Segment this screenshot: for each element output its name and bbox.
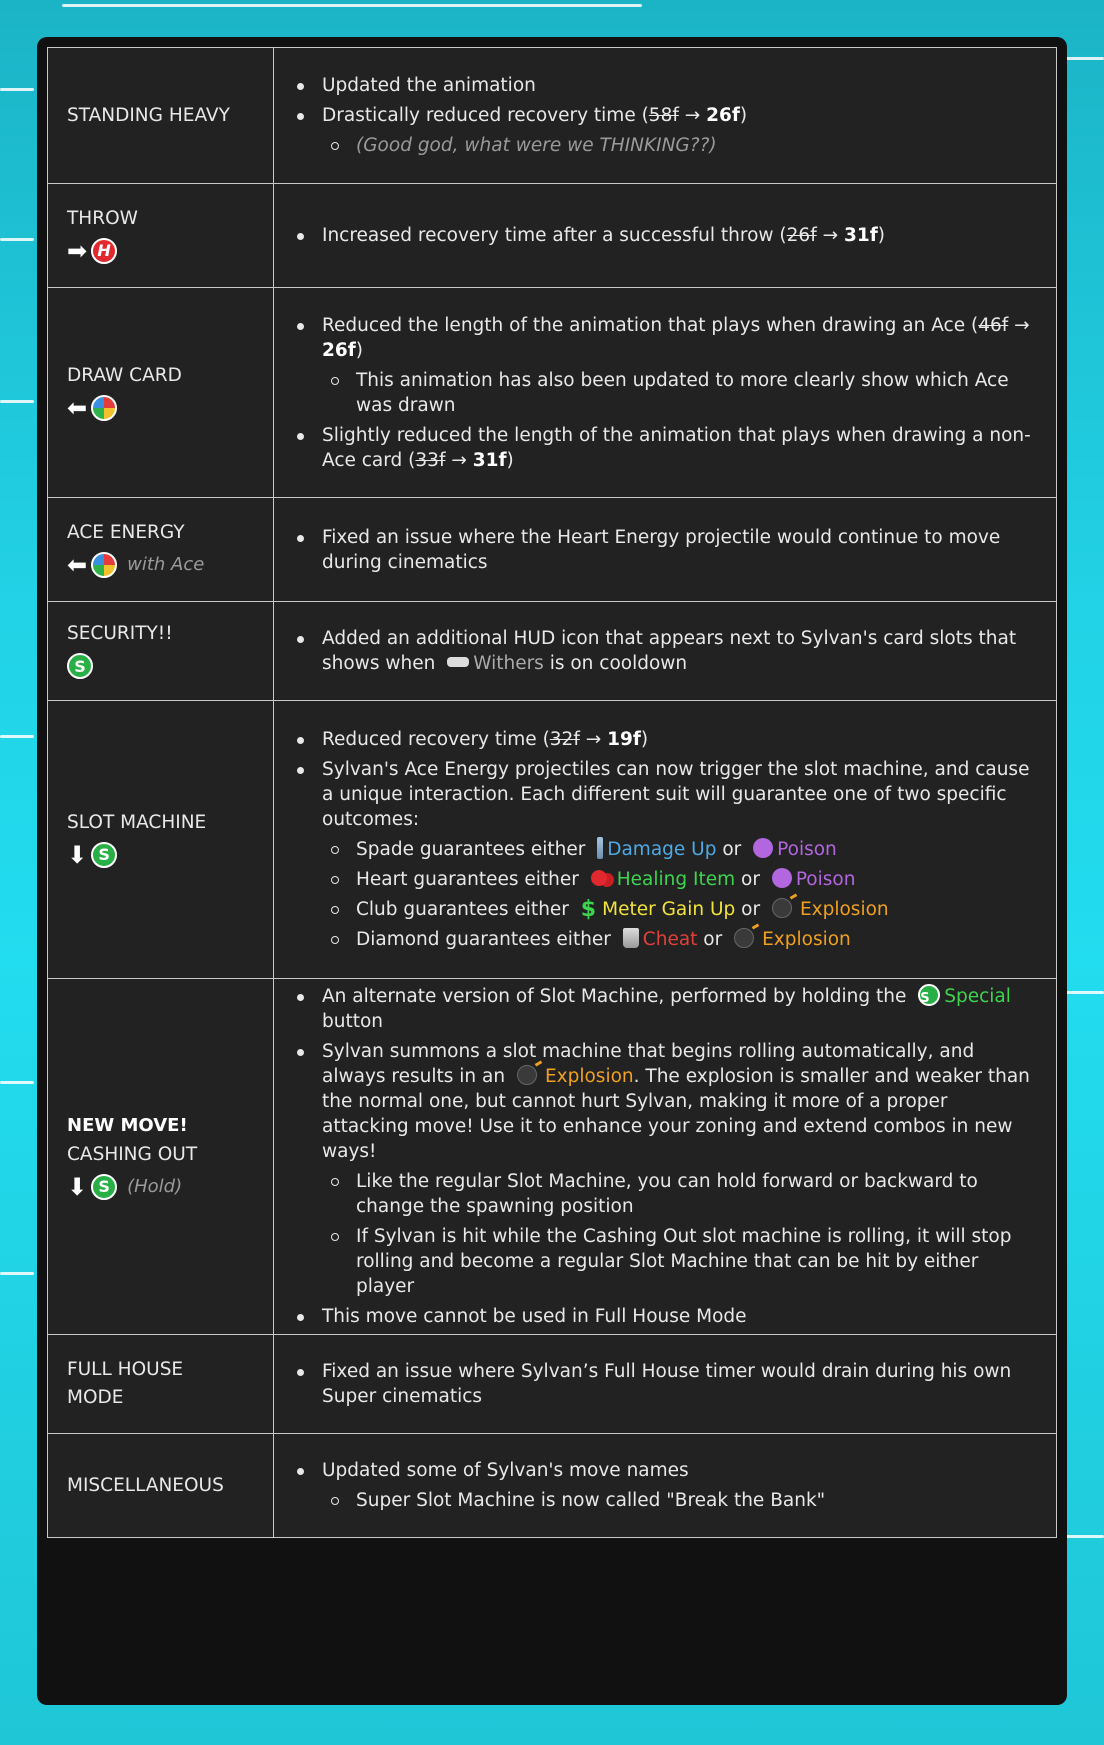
list-item: Diamond guarantees either Cheat or Explosion (322, 927, 1038, 952)
special-button-icon: S (918, 984, 940, 1006)
special-button-icon: S (91, 842, 117, 868)
punch-button-icon (91, 552, 117, 578)
input-notation (67, 235, 273, 267)
forward-arrow-icon: ➡ (67, 236, 88, 265)
list-item: Heart guarantees either Healing Item or Poison (322, 867, 1038, 892)
move-name: MISCELLANEOUS (67, 1474, 224, 1496)
list-item: Updated the animation (294, 73, 1038, 98)
input-notation (67, 839, 273, 871)
list-item: Sylvan summons a slot machine that begins rolling automatically, and always results in an Explosion. The explosion is smaller and weaker than the normal one, but cannot hurt Sylvan, making it more of a proper attacking move! Use it to enhance your zoning and extend combos in new ways! Like the regular Slot Machine, you can hold forward or backward to change the spawning position If Sylvan is hit while the Cashing Out slot machine is rolling, it will stop rolling and become a regular Slot Machine that can be hit by either player (294, 1039, 1038, 1299)
background-streak (0, 1081, 34, 1084)
move-cell (48, 1335, 274, 1434)
down-arrow-icon: ⬇ (67, 1172, 88, 1201)
patch-notes-table (47, 47, 1057, 1538)
dollar-icon: $ (580, 897, 597, 923)
notes-cell (274, 1434, 1057, 1538)
move-name: STANDING HEAVY (67, 104, 230, 126)
list-item: (Good god, what were we THINKING??) (322, 133, 1038, 158)
list-item: Spade guarantees either Damage Up or Poison (322, 837, 1038, 862)
notes-cell (274, 48, 1057, 184)
withers-icon (447, 657, 469, 667)
notes-cell (274, 1335, 1057, 1434)
input-modifier: (Hold) (127, 1176, 183, 1197)
bomb-icon (734, 928, 754, 948)
bomb-icon (517, 1065, 537, 1085)
down-arrow-icon: ⬇ (67, 840, 88, 869)
list-item: If Sylvan is hit while the Cashing Out slot machine is rolling, it will stop rolling and become a regular Slot Machine that can be hit by either player (322, 1224, 1038, 1299)
skull-icon (753, 838, 773, 858)
table-row (48, 1434, 1057, 1538)
list-item: Reduced the length of the animation that plays when drawing an Ace (46f → 26f) This animation has also been updated to more clearly show which Ace was drawn (294, 313, 1038, 418)
background-streak (0, 735, 34, 738)
input-notation (67, 392, 273, 424)
move-cell (48, 979, 274, 1335)
notes-cell (274, 701, 1057, 979)
move-cell (48, 1434, 274, 1538)
move-cell (48, 701, 274, 979)
notes-cell (274, 288, 1057, 498)
list-item: Super Slot Machine is now called "Break the Bank" (322, 1488, 1038, 1513)
punch-button-icon (91, 395, 117, 421)
list-item: Slightly reduced the length of the animation that plays when drawing a non-Ace card (33f → 31f) (294, 423, 1038, 473)
table-row (48, 498, 1057, 602)
back-arrow-icon: ⬅ (67, 550, 88, 579)
move-cell (48, 48, 274, 184)
move-name: FULL HOUSE MODE (67, 1359, 184, 1408)
list-item: Drastically reduced recovery time (58f → 26f) (Good god, what were we THINKING??) (294, 103, 1038, 158)
move-name: SECURITY!! (67, 623, 173, 644)
move-name: ACE ENERGY (67, 521, 185, 543)
input-modifier: with Ace (127, 554, 205, 575)
list-item: Increased recovery time after a successful throw (26f → 31f) (294, 223, 1038, 248)
move-cell (48, 184, 274, 288)
list-item: An alternate version of Slot Machine, performed by holding the S Special button (294, 984, 1038, 1034)
list-item: Added an additional HUD icon that appears next to Sylvan's card slots that shows when Withers is on cooldown (294, 626, 1038, 676)
list-item: Updated some of Sylvan's move names Super Slot Machine is now called "Break the Bank" (294, 1458, 1038, 1513)
table-row (48, 979, 1057, 1335)
table-row (48, 184, 1057, 288)
cherry-icon (591, 870, 607, 886)
table-row (48, 288, 1057, 498)
list-item: This animation has also been updated to more clearly show which Ace was drawn (322, 368, 1038, 418)
notes-cell (274, 498, 1057, 602)
table-row (48, 48, 1057, 184)
list-item: Fixed an issue where Sylvan’s Full House timer would drain during his own Super cinematics (294, 1359, 1038, 1409)
notes-cell (274, 979, 1057, 1335)
move-cell (48, 498, 274, 602)
background-streak (0, 88, 34, 91)
move-name: SLOT MACHINE (67, 811, 207, 833)
move-cell (48, 602, 274, 701)
background-streak (0, 238, 34, 241)
background-streak (0, 400, 34, 403)
bomb-icon (772, 898, 792, 918)
background-streak (62, 4, 642, 7)
move-name: THROW (67, 207, 138, 229)
heavy-button-icon: H (91, 238, 117, 264)
list-item: Fixed an issue where the Heart Energy projectile would continue to move during cinematics (294, 525, 1038, 575)
input-notation (67, 650, 273, 682)
sword-icon (597, 837, 603, 859)
background-streak (0, 1272, 34, 1275)
table-row (48, 602, 1057, 701)
list-item: This move cannot be used in Full House Mode (294, 1304, 1038, 1329)
special-button-icon: S (67, 653, 93, 679)
move-cell (48, 288, 274, 498)
list-item: Club guarantees either $ Meter Gain Up or Explosion (322, 897, 1038, 923)
notes-cell (274, 184, 1057, 288)
notes-cell (274, 602, 1057, 701)
new-move-tag: NEW MOVE! (67, 1114, 188, 1136)
input-notation (67, 1171, 273, 1203)
patch-notes-card (37, 37, 1067, 1705)
skull-icon (772, 868, 792, 888)
table-row (48, 701, 1057, 979)
input-notation (67, 549, 273, 581)
table-row (48, 1335, 1057, 1434)
back-arrow-icon: ⬅ (67, 393, 88, 422)
move-name: DRAW CARD (67, 364, 182, 386)
special-button-icon: S (91, 1174, 117, 1200)
list-item: Like the regular Slot Machine, you can hold forward or backward to change the spawning position (322, 1169, 1038, 1219)
move-name: CASHING OUT (67, 1143, 198, 1165)
top-hat-icon (623, 928, 639, 948)
list-item: Sylvan's Ace Energy projectiles can now trigger the slot machine, and cause a unique interaction. Each different suit will guarantee one of two specific outcomes: Spade guarantees either Damage Up or Poison Heart guarantees either Healing Item or Poison Club guarantees either $ Meter Gain Up or Explosion Diamond guarantees either Cheat or Explosion (294, 757, 1038, 953)
list-item: Reduced recovery time (32f → 19f) (294, 727, 1038, 752)
